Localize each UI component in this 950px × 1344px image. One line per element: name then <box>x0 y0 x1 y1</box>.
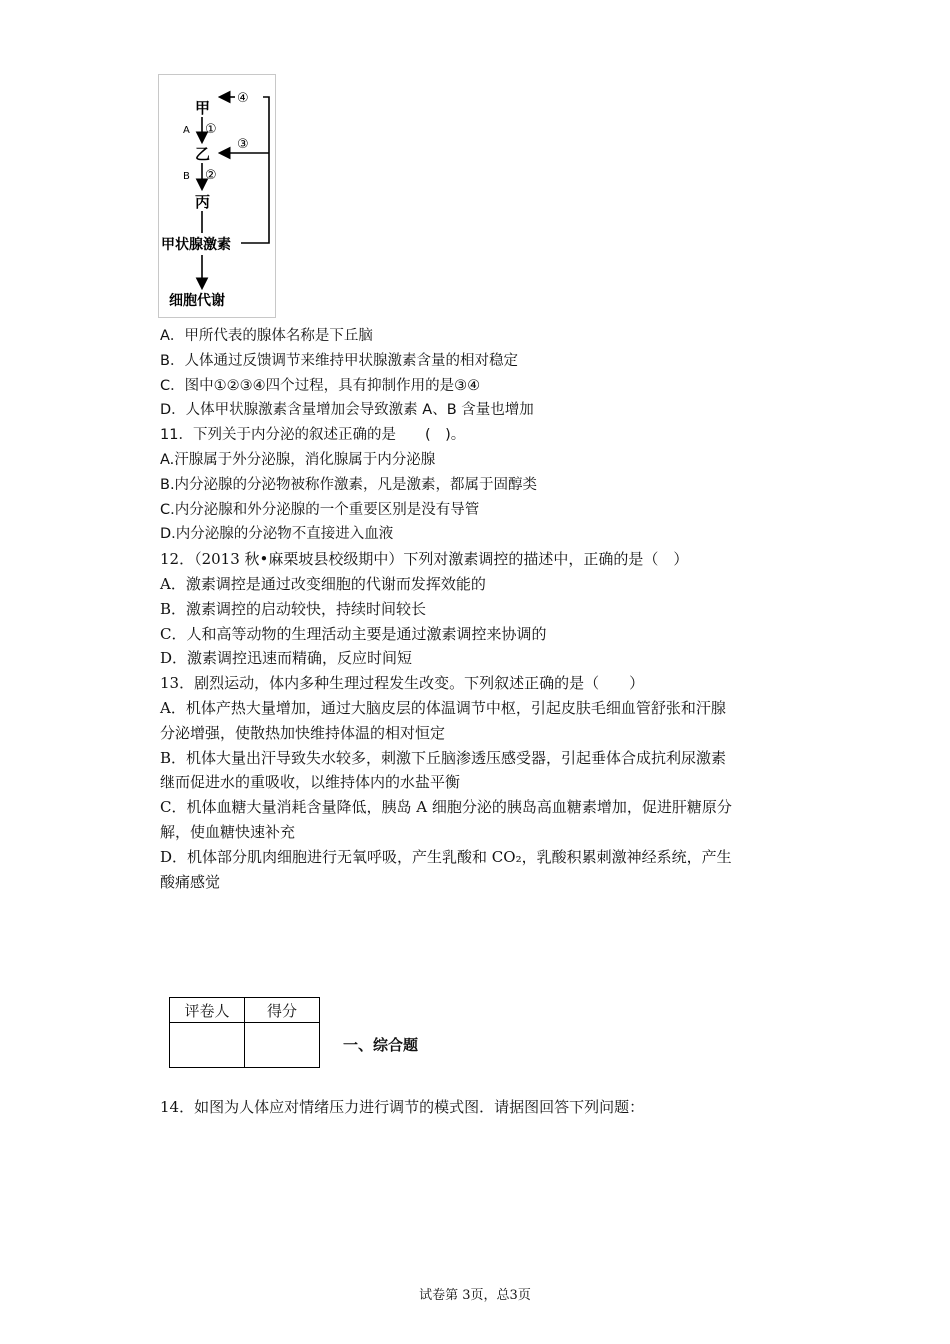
q10-option-a: A．甲所代表的腺体名称是下丘脑 <box>160 328 373 344</box>
q10-option-d: D．人体甲状腺激素含量增加会导致激素 A、B 含量也增加 <box>160 402 534 419</box>
node-yi: 乙 <box>195 145 211 163</box>
score-table <box>169 997 320 1068</box>
question-text <box>160 324 800 894</box>
q11-option-d: D.内分泌腺的分泌物不直接进入血液 <box>160 526 394 543</box>
q13-line: B．机体大量出汗导致失水较多，刺激下丘脑渗透压感受器，引起垂体合成抗利尿激素 <box>160 748 727 767</box>
mark-3: ③ <box>237 137 249 152</box>
q13-line: 分泌增强，使散热加快维持体温的相对恒定 <box>160 723 446 742</box>
score-cell <box>245 1023 320 1068</box>
q13-line: 继而促进水的重吸收，以维持体内的水盐平衡 <box>160 773 461 792</box>
q13-line: A．机体产热大量增加，通过大脑皮层的体温调节中枢，引起皮肤毛细血管舒张和汗腺 <box>160 698 726 717</box>
score-header: 得分 <box>245 998 320 1023</box>
edge-letter-a: A <box>183 125 190 136</box>
grader-header: 评卷人 <box>170 998 245 1023</box>
edge-letter-b: B <box>183 171 190 182</box>
q12-stem: 12．（2013 秋•麻栗坡县校级期中）下列对激素调控的描述中，正确的是（ ） <box>160 550 689 569</box>
q13-line: C．机体血糖大量消耗含量降低，胰岛 A 细胞分泌的胰岛高血糖素增加，促进肝糖原分 <box>160 798 732 817</box>
q13-line: 酸痛感觉 <box>160 872 221 891</box>
section-title: 一、综合题 <box>343 1036 419 1054</box>
mark-1: ① <box>205 122 217 137</box>
q12-option-b: B．激素调控的启动较快，持续时间较长 <box>160 599 427 618</box>
q10-option-b: B．人体通过反馈调节来维持甲状腺激素含量的相对稳定 <box>160 352 518 369</box>
q13-line: D．机体部分肌肉细胞进行无氧呼吸，产生乳酸和 CO₂，乳酸积累刺激神经系统，产生 <box>160 847 732 866</box>
hormone-regulation-figure <box>158 74 276 318</box>
node-jia: 甲 <box>195 99 211 117</box>
node-bing: 丙 <box>195 193 211 211</box>
page-footer: 试卷第 3页，总3页 <box>419 1288 531 1303</box>
q12-option-a: A．激素调控是通过改变细胞的代谢而发挥效能的 <box>160 574 486 593</box>
q11-stem: 11．下列关于内分泌的叙述正确的是 ( )。 <box>160 427 466 444</box>
q13-stem: 13．剧烈运动，体内多种生理过程发生改变。下列叙述正确的是（ ） <box>160 674 645 693</box>
q11-option-a: A.汗腺属于外分泌腺，消化腺属于内分泌腺 <box>160 451 436 468</box>
node-cell-metabolism: 细胞代谢 <box>169 293 225 309</box>
q11-option-b: B.内分泌腺的分泌物被称作激素，凡是激素，都属于固醇类 <box>160 476 538 493</box>
figure-diagram <box>159 75 277 319</box>
mark-4: ④ <box>237 91 249 106</box>
q10-option-c: C．图中①②③④四个过程，具有抑制作用的是③④ <box>160 377 481 394</box>
q13-line: 解，使血糖快速补充 <box>160 822 296 841</box>
q12-option-c: C．人和高等动物的生理活动主要是通过激素调控来协调的 <box>160 624 547 643</box>
q14-stem: 14．如图为人体应对情绪压力进行调节的模式图．请据图回答下列问题： <box>160 1098 645 1116</box>
feedback-loop-line <box>241 97 269 243</box>
mark-2: ② <box>205 168 217 183</box>
q11-option-c: C.内分泌腺和外分泌腺的一个重要区别是没有导管 <box>160 501 480 518</box>
q12-option-d: D．激素调控迅速而精确，反应时间短 <box>160 649 413 668</box>
grader-cell <box>170 1023 245 1068</box>
node-thyroid-hormone: 甲状腺激素 <box>161 237 231 253</box>
